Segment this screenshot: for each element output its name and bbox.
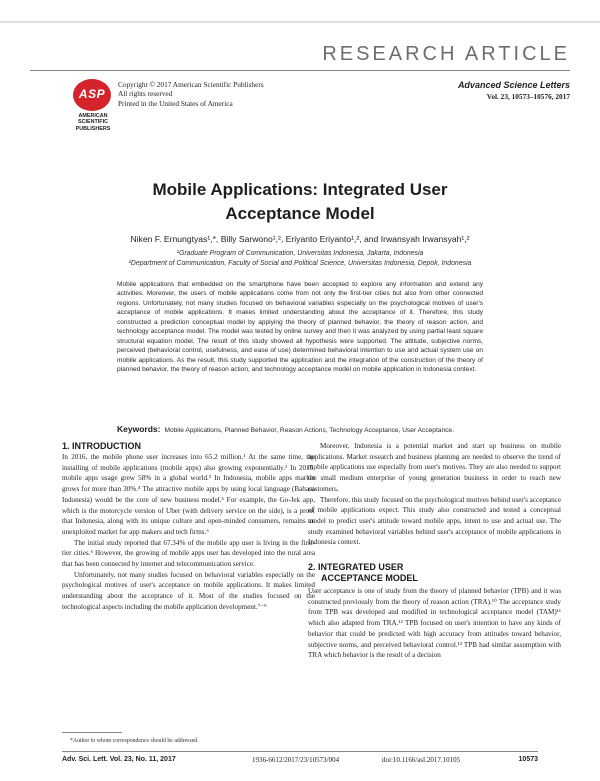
copyright-line-3: Printed in the United States of America	[118, 98, 233, 108]
publisher-logo	[72, 78, 114, 140]
abstract: Mobile applications that embedded on the smartphone have been accepted to explore any information and extend any activities. Moreover, the users of mobile applications come from not only the first-tier cities but also from other connected regions. Unfortunately, not many studies focused on behavioral variables especially on the psychological motives of user's acceptance of mobile applications. It makes limited understanding about the acceptance of it. Therefore, this study constructed a prediction conceptual model by applying the theory of planned behavior, the theory of reason action, and technology acceptance model. The model was tested by online survey and then it was analyzed by using partial least square structural equation model. The result of this study showed all hypothesis were supported. The attitude, subjective norms, perceived (behavioral control, usefulness, and ease of use) determined behavioral intention to use and actual system use on mobile applications. As the result, this study supported the application and the integration of the construction of the theory of planned behavior, the theory of reason action, and technology acceptance model on mobile application in Indonesia context.	[117, 281, 483, 374]
footer-doi: doi:10.1166/asl.2017.10105	[382, 756, 461, 764]
logo-letters: ASP	[78, 87, 106, 101]
copyright-line-2: All rights reserved	[118, 89, 173, 99]
logo-line-1: AMERICAN	[78, 113, 108, 119]
paragraph: Therefore, this study focused on the psychological motives behind user's acceptance of mobile applications expect. This study also constructed and tested a conceptual model to predict user's attitude toward mobile apps, intent to use and actual use. The study examined behavioral variables behind user's acceptance of mobile applications in Indonesia context.	[308, 495, 561, 547]
footnote-rule	[62, 732, 122, 733]
right-column	[308, 441, 561, 661]
logo-line-2: SCIENTIFIC	[78, 119, 108, 126]
paragraph: User acceptance is one of study from the theory of planned behavior (TPB) and it was constructed previously from the theory of reason action (TRA).¹⁰ The acceptance study from TPB was developed and modified in technological acceptance model (TAM)¹¹ which also adapted from TRA.¹² TPB focused on user's intention to have any kinds of behavior that could be predicted with high accuracy from attitudes toward behavior, subjective norms, and perceived behavioral control.¹³ TPB had similar assumption with TRA which behavior is the result of a decision	[308, 587, 561, 660]
section-2-heading-line-1: 2. INTEGRATED USER	[308, 562, 404, 573]
keywords-list: Mobile Applications, Planned Behavior, Reason Actions, Technology Acceptance, User Acceptance.	[164, 427, 454, 434]
paragraph: Moreover, Indonesia is a potential market and start up business on mobile applications. Market research and business planning are needed to observe the trend of mobile applications use especially from user's motives. They are also needed to support the small medium enterprise of young generation business in order to reach new customers.	[308, 442, 561, 493]
left-column	[62, 441, 315, 613]
title-line-1: Mobile Applications: Integrated User	[152, 180, 448, 199]
correspondence-footnote: *Author to whom correspondence should be addressed.	[70, 738, 199, 744]
footer-rule	[62, 751, 538, 752]
title-line-2: Acceptance Model	[225, 204, 375, 223]
section-2-heading-line-2: ACCEPTANCE MODEL	[321, 573, 418, 584]
paragraph: The initial study reported that 67.34% of the mobile app user is living in the first-tier cities.⁶ However, the growing of mobile apps user has developed into the rural area that has been connected by internet and telecommunication service.	[62, 538, 315, 569]
footer-page-number: 10573	[518, 756, 538, 763]
paper-title	[60, 178, 540, 226]
author-list: Niken F. Ernungtyas¹,*, Billy Sarwono¹,², Eriyanto Eriyanto¹,², and Irwansyah Irwansyah¹,²	[130, 234, 470, 244]
footer-issn: 1936-6612/2017/23/10573/004	[252, 756, 340, 764]
paragraph: Unfortunately, not many studies focused on behavioral variables especially on the psychological motives of user's acceptance on mobile applications. It makes limited understanding about the acceptance of it. Most of the studies focused on the technological aspects including the mobile application development.⁷⁻⁹	[62, 570, 315, 611]
logo-line-3: PUBLISHERS	[75, 125, 111, 132]
top-rule	[0, 21, 600, 23]
affiliation-1: ¹Graduate Program of Communication, Universitas Indonesia, Jakarta, Indonesia	[176, 250, 424, 257]
footer-citation: Adv. Sci. Lett. Vol. 23, No. 11, 2017	[62, 756, 176, 763]
copyright-line-1: Copyright © 2017 American Scientific Publishers	[118, 80, 264, 89]
copyright-notice	[118, 80, 264, 108]
keywords	[117, 425, 483, 435]
journal-name: Advanced Science Letters	[457, 80, 570, 90]
section-1-heading: 1. INTRODUCTION	[62, 441, 142, 451]
journal-info	[458, 80, 570, 101]
header-rule	[30, 70, 570, 71]
logo-publisher-name	[72, 113, 114, 132]
paragraph: In 2016, the mobile phone user increases into 65.2 million.¹ At the same time, the installing of mobile applications (mobile apps) also growing exponentially.² In 2015, mobile apps usage grew 58% in a global world.³ In Indonesia, mobile apps market grows for more than 30%.⁴ The attractive mobile apps by using local language (Bahasa Indonesia) would be the core of new business model.⁵ For example, the Go-Jek app, which is the motorcycle version of Uber (with delivery service on the side), is a proof that Indonesia, along with its unique culture and open-minded consumers, remains an unexploited market for app makers and tech firms.⁶	[62, 453, 315, 536]
journal-volume: Vol. 23, 10573–10576, 2017	[486, 92, 570, 101]
affiliation-2: ²Department of Communication, Faculty of Social and Political Science, Universitas Indonesia, Depok, Indonesia	[128, 260, 472, 267]
article-type-banner: RESEARCH ARTICLE	[322, 43, 570, 65]
section-2-heading	[308, 562, 561, 584]
keywords-label: Keywords:	[117, 424, 161, 434]
